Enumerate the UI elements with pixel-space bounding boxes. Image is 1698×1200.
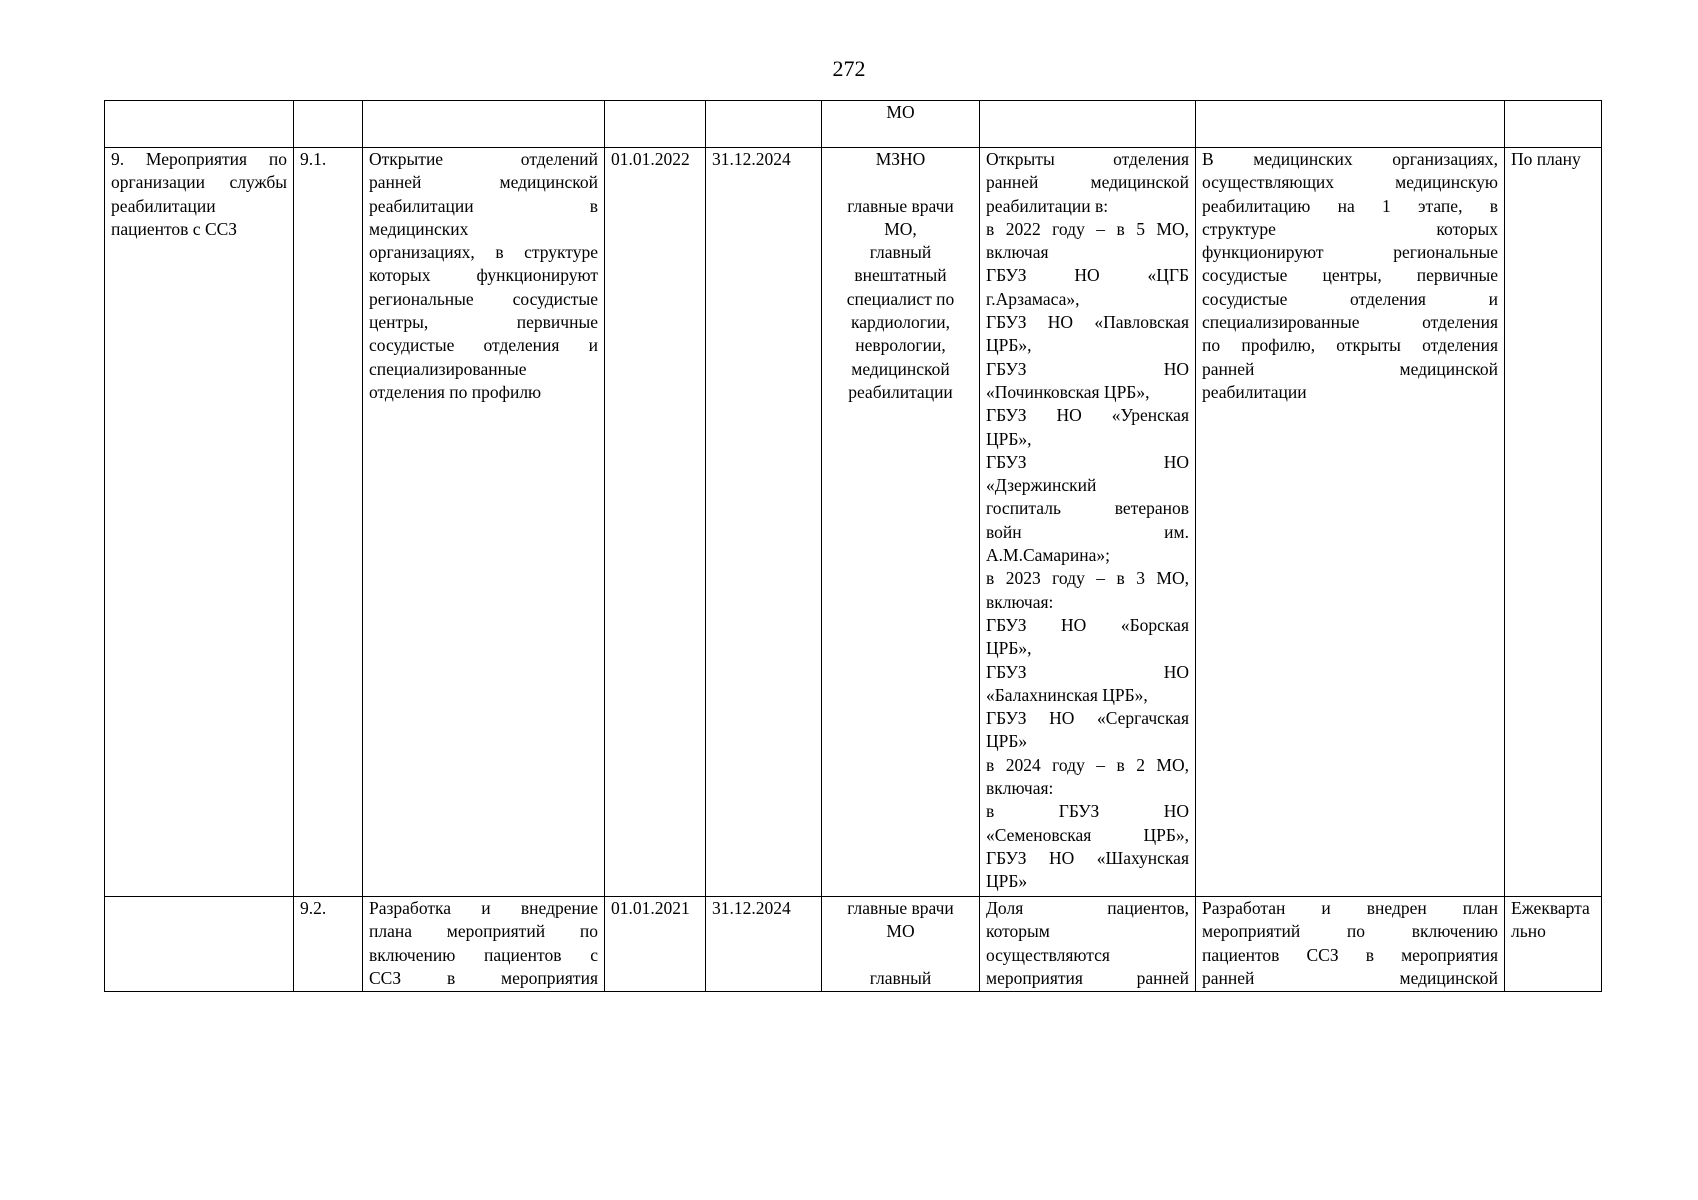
indicator-text [986,148,1189,894]
text-line: пациентов с ССЗ [111,218,238,239]
start-date: 01.01.2021 [611,898,690,918]
text-line: которым [986,921,1050,942]
text-line: в 2023 году – в 3 МО, [986,568,1189,589]
measure-text [369,148,598,404]
text-line: войн им. [986,521,1189,542]
text-line [828,171,973,194]
page-number: 272 [832,56,866,81]
text-line: Открыты отделения [986,149,1189,169]
cell-indicator [980,148,1196,897]
section-title [111,148,287,241]
continuation-row [105,101,1602,148]
cell-section-title [105,148,294,897]
text-line: ранней медицинской [986,172,1189,193]
responsible-text [828,148,973,404]
result-text [1202,148,1498,404]
cell-empty [605,101,706,148]
text-line: по профилю, открыты отделения [1202,335,1498,356]
cell-empty [294,101,363,148]
text-line: специализированные [369,358,527,379]
periodicity-text [1511,897,1595,944]
cell-end-date [706,897,822,992]
text-line: неврологии, [855,335,946,356]
start-date: 01.01.2022 [611,149,690,169]
cell-start-date [605,897,706,992]
text-line: мероприятий по включению [1202,921,1498,942]
cell-result [1196,148,1505,897]
text-line: главные врачи [847,195,954,216]
table-row-9-2 [105,897,1602,992]
text-line: включению пациентов с [369,944,598,965]
text-line: «Балахнинская ЦРБ», [986,684,1148,705]
text-line: ЦРБ», [986,638,1032,659]
cell-periodicity [1505,897,1602,992]
text-line: льно [1511,921,1546,942]
cell-measure [363,148,605,897]
text-line: в 2024 году – в 2 МО, [986,754,1189,775]
responsible-text [828,897,973,990]
text-line: ГБУЗ НО «Уренская [986,405,1189,426]
text-line: ГБУЗ НО «Шахунская [986,847,1189,868]
text-line: медицинской [851,358,950,379]
text-line: Открытие отделений [369,149,598,169]
text-line: сосудистые отделения и [369,335,598,356]
text-line: А.М.Самарина»; [986,545,1110,566]
text-line: «Починковская ЦРБ», [986,381,1150,402]
measures-table [104,100,1602,992]
cell-start-date [605,148,706,897]
cell-empty [105,101,294,148]
end-date: 31.12.2024 [712,149,791,169]
text-line: Доля пациентов, [986,898,1189,918]
text-line: в 2022 году – в 5 МО, [986,218,1189,239]
cell-empty [363,101,605,148]
text-line: По плану [1511,149,1581,169]
text-line: региональные сосудистые [369,288,598,309]
responsible-text: МО [886,102,915,122]
text-line: которых функционируют [369,265,598,286]
text-line: ЦРБ» [986,871,1028,892]
text-line: Ежекварта [1511,898,1590,918]
cell-indicator [980,897,1196,992]
text-line: госпиталь ветеранов [986,498,1189,519]
periodicity-text [1511,148,1595,171]
text-line: реабилитации [848,381,953,402]
text-line: ранней медицинской [1202,358,1498,379]
text-line: г.Арзамаса», [986,288,1080,309]
text-line [828,944,973,967]
text-line: специализированные отделения [1202,312,1498,333]
cell-empty [1196,101,1505,148]
cell-periodicity [1505,148,1602,897]
cell-measure [363,897,605,992]
text-line: МО [886,921,915,942]
text-line: 9. Мероприятия по [111,149,287,169]
text-line: пациентов ССЗ в мероприятия [1202,944,1498,965]
indicator-text [986,897,1189,990]
text-line: медицинских [369,218,469,239]
text-line: реабилитации [111,195,216,216]
text-line: отделения по профилю [369,381,542,402]
text-line: Разработан и внедрен план [1202,898,1498,918]
measure-text [369,897,598,990]
cell-responsible [822,897,980,992]
text-line: структуре которых [1202,218,1498,239]
text-line: ранней медицинской [1202,967,1498,988]
text-line: организациях, в структуре [369,242,598,263]
cell-empty [105,897,294,992]
text-line: ГБУЗ НО [986,358,1189,379]
text-line: МЗНО [875,149,926,169]
text-line: включая: [986,778,1054,799]
text-line: организации службы [111,172,287,193]
text-line: ранней медицинской [369,172,598,193]
text-line: ГБУЗ НО [986,661,1189,682]
cell-empty [706,101,822,148]
text-line: ГБУЗ НО «Сергачская [986,708,1189,729]
cell-empty [1505,101,1602,148]
text-line: включая: [986,591,1054,612]
text-line: главные врачи [847,898,954,918]
text-line: включая [986,242,1049,263]
text-line: мероприятия ранней [986,967,1189,988]
text-line: ССЗ в мероприятия [369,967,598,988]
row-number: 9.2. [300,898,327,918]
text-line: В медицинских организациях, [1202,149,1498,169]
text-line: кардиологии, [850,312,951,333]
text-line: «Дзержинский [986,475,1097,496]
table-row-9-1 [105,148,1602,897]
cell-end-date [706,148,822,897]
cell-result [1196,897,1505,992]
text-line: главный [869,242,932,263]
text-line: реабилитацию на 1 этапе, в [1202,195,1498,216]
cell-responsible [822,101,980,148]
text-line: МО, [884,218,917,239]
text-line: ЦРБ», [986,335,1032,356]
text-line: ЦРБ», [986,428,1032,449]
text-line: осуществляющих медицинскую [1202,172,1498,193]
text-line: сосудистые отделения и [1202,288,1498,309]
text-line: реабилитации [1202,381,1307,402]
text-line: в ГБУЗ НО [986,801,1189,822]
text-line: Разработка и внедрение [369,898,598,918]
text-line: «Семеновская ЦРБ», [986,824,1189,845]
text-line: специалист по [846,288,955,309]
cell-empty [980,101,1196,148]
text-line: центры, первичные [369,312,598,333]
text-line: внештатный [854,265,947,286]
text-line: ГБУЗ НО «ЦГБ [986,265,1189,286]
cell-number [294,148,363,897]
result-text [1202,897,1498,990]
text-line: реабилитации в [369,195,598,216]
text-line: плана мероприятий по [369,921,598,942]
text-line: ГБУЗ НО «Павловская [986,312,1189,333]
text-line: главный [869,967,932,988]
text-line: сосудистые центры, первичные [1202,265,1498,286]
text-line: функционируют региональные [1202,242,1498,263]
text-line: ЦРБ» [986,731,1028,752]
text-line: ГБУЗ НО [986,451,1189,472]
text-line: осуществляются [986,944,1110,965]
text-line: реабилитации в: [986,195,1109,216]
row-number: 9.1. [300,149,327,169]
text-line: ГБУЗ НО «Борская [986,614,1189,635]
cell-responsible [822,148,980,897]
end-date: 31.12.2024 [712,898,791,918]
cell-number [294,897,363,992]
